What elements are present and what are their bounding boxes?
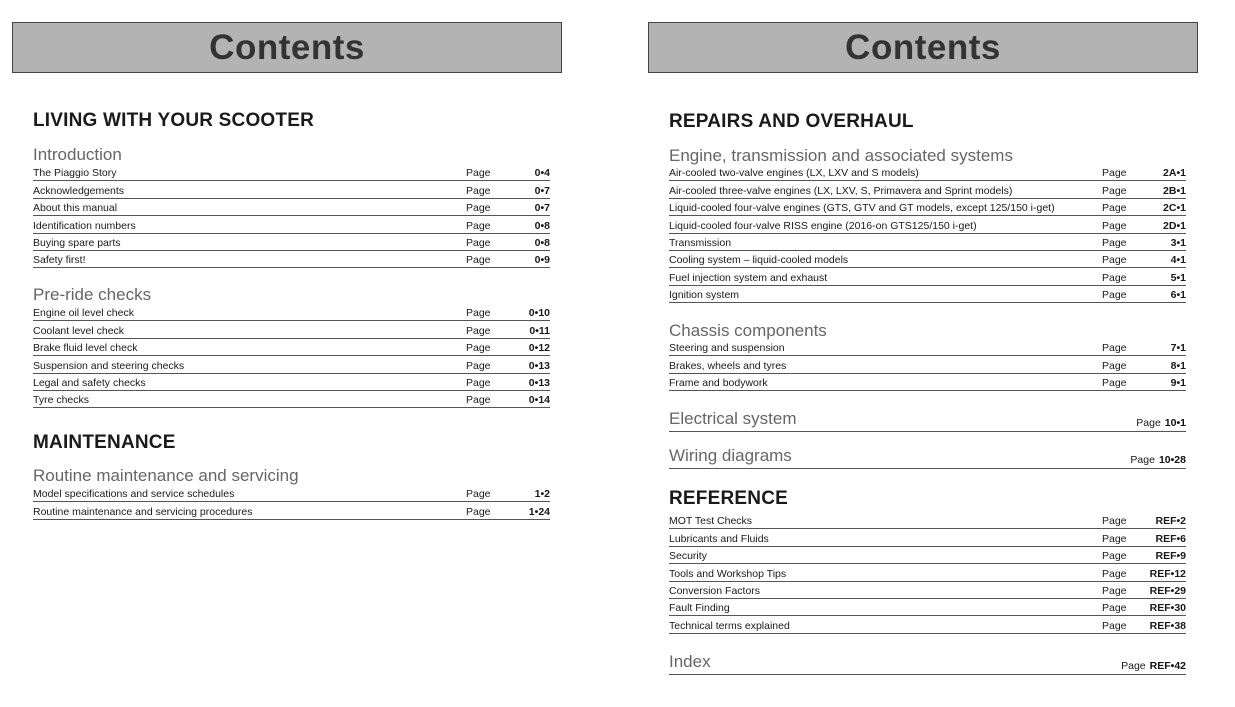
- toc-row[interactable]: [669, 339, 1186, 356]
- toc-row[interactable]: [669, 234, 1186, 251]
- toc-row[interactable]: [669, 374, 1186, 391]
- toc-page-number: 0•14: [528, 394, 550, 407]
- toc-entry-title: Air-cooled three-valve engines (LX, LXV, S, Primavera and Sprint models): [669, 184, 1013, 197]
- toc-page-word: Page: [1102, 359, 1127, 372]
- toc-page-number: 2C•1: [1163, 202, 1186, 215]
- toc-entry-title: Engine oil level check: [33, 307, 134, 320]
- toc-page-word: Page: [1102, 289, 1127, 302]
- toc-page-number: 10•1: [1164, 417, 1186, 429]
- toc-page-number: 0•13: [528, 376, 550, 389]
- toc-page-number: REF•42: [1149, 660, 1186, 672]
- toc-page-word: Page: [466, 202, 491, 215]
- toc-row[interactable]: [669, 268, 1186, 285]
- group-heading-engine: Engine, transmission and associated systems: [669, 146, 1013, 165]
- toc-page-word: Page: [466, 488, 491, 501]
- toc-entry-title: Identification numbers: [33, 219, 136, 232]
- toc-page-word: Page: [1102, 254, 1127, 267]
- toc-row[interactable]: [33, 251, 550, 268]
- toc-page-word: Page: [466, 254, 491, 267]
- toc-entry-title: Lubricants and Fluids: [669, 532, 769, 545]
- toc-row[interactable]: [669, 181, 1186, 198]
- toc-page-word: Page: [1102, 532, 1127, 545]
- toc-row[interactable]: [33, 216, 550, 233]
- toc-row[interactable]: [33, 502, 550, 519]
- toc-row[interactable]: [669, 164, 1186, 181]
- toc-page-word: Page: [1102, 167, 1127, 180]
- toc-row[interactable]: [669, 529, 1186, 546]
- part-heading-reference: REFERENCE: [669, 488, 788, 509]
- toc-page-word: Page: [1102, 271, 1127, 284]
- toc-row[interactable]: [33, 304, 550, 321]
- toc-page-number: 4•1: [1170, 254, 1186, 267]
- toc-page-number: 1•24: [528, 505, 550, 518]
- toc-page-number: 0•8: [534, 236, 550, 249]
- toc-page-number: 0•7: [534, 184, 550, 197]
- toc-page-word: Page: [1102, 342, 1127, 355]
- toc-page-word: Page: [1102, 602, 1127, 615]
- toc-page-word: Page: [466, 376, 491, 389]
- toc-page-word: Page: [1102, 219, 1127, 232]
- toc-page-word: Page: [1102, 550, 1127, 563]
- toc-page-number: 2B•1: [1163, 184, 1186, 197]
- toc-entry-title: Wiring diagrams: [669, 446, 792, 465]
- toc-row[interactable]: [669, 599, 1186, 616]
- toc-row[interactable]: [33, 164, 550, 181]
- right-page: [648, 0, 1208, 707]
- toc-list-chassis: [669, 339, 1186, 391]
- toc-entry-title: Routine maintenance and servicing procedures: [33, 505, 253, 518]
- toc-row[interactable]: [669, 564, 1186, 581]
- toc-entry-title: Suspension and steering checks: [33, 359, 185, 372]
- banner-title: Contents: [845, 27, 1001, 67]
- toc-page-number: 8•1: [1170, 359, 1186, 372]
- toc-page-word: Page: [1136, 417, 1161, 429]
- toc-page-number: 0•11: [529, 324, 550, 337]
- toc-entry-title: Air-cooled two-valve engines (LX, LXV and S models): [669, 167, 919, 180]
- toc-entry-title: Index: [669, 652, 711, 671]
- toc-row[interactable]: [33, 374, 550, 391]
- toc-entry-title: Liquid-cooled four-valve RISS engine (2016-on GTS125/150 i-get): [669, 219, 977, 232]
- toc-page-number: 10•28: [1158, 454, 1186, 466]
- toc-page-number: REF•30: [1149, 602, 1186, 615]
- toc-row-index[interactable]: [669, 651, 1186, 675]
- toc-row[interactable]: [669, 582, 1186, 599]
- toc-entry-title: Tools and Workshop Tips: [669, 567, 787, 580]
- toc-page-number: REF•12: [1149, 567, 1186, 580]
- toc-entry-title: Brake fluid level check: [33, 342, 138, 355]
- toc-page-word: Page: [466, 359, 491, 372]
- toc-page-word: Page: [466, 307, 491, 320]
- toc-page-word: Page: [466, 236, 491, 249]
- toc-entry-title: Brakes, wheels and tyres: [669, 359, 787, 372]
- toc-entry-title: Electrical system: [669, 409, 797, 428]
- toc-page-number: 2A•1: [1163, 167, 1186, 180]
- toc-page-word: Page: [466, 184, 491, 197]
- toc-entry-title: Security: [669, 550, 707, 563]
- group-heading-preride: Pre-ride checks: [33, 285, 152, 304]
- toc-page-word: Page: [466, 342, 491, 355]
- toc-entry-title: Fault Finding: [669, 602, 730, 615]
- toc-page-word: Page: [466, 505, 491, 518]
- toc-page-number: 0•12: [528, 342, 550, 355]
- toc-entry-title: Steering and suspension: [669, 342, 785, 355]
- toc-page-word: Page: [1102, 184, 1127, 197]
- toc-row[interactable]: [33, 391, 550, 408]
- toc-row[interactable]: [669, 512, 1186, 529]
- toc-row[interactable]: [669, 356, 1186, 373]
- toc-entry-title: Tyre checks: [33, 394, 90, 407]
- toc-row[interactable]: [33, 339, 550, 356]
- toc-page-number: 6•1: [1170, 289, 1186, 302]
- toc-list-reference: [669, 512, 1186, 634]
- toc-entry-title: Model specifications and service schedules: [33, 488, 235, 501]
- toc-list-engine: [669, 164, 1186, 303]
- toc-row-wiring[interactable]: [669, 445, 1186, 469]
- toc-entry-title: Coolant level check: [33, 324, 125, 337]
- toc-page-word: Page: [1102, 584, 1127, 597]
- toc-page-number: 3•1: [1170, 236, 1186, 249]
- toc-entry-title: Safety first!: [33, 254, 86, 267]
- toc-entry-title: Ignition system: [669, 289, 740, 302]
- toc-page-word: Page: [1130, 454, 1155, 466]
- toc-row[interactable]: [669, 251, 1186, 268]
- group-heading-routine: Routine maintenance and servicing: [33, 466, 299, 485]
- toc-row[interactable]: [33, 199, 550, 216]
- toc-page-number: REF•2: [1155, 515, 1186, 528]
- toc-entry-title: Fuel injection system and exhaust: [669, 271, 828, 284]
- toc-page-number: 0•8: [534, 219, 550, 232]
- part-heading-maintenance: MAINTENANCE: [33, 432, 176, 453]
- toc-page-number: 2D•1: [1163, 219, 1186, 232]
- banner-title: Contents: [209, 27, 365, 67]
- toc-row[interactable]: [33, 356, 550, 373]
- toc-page-number: REF•38: [1149, 619, 1186, 632]
- toc-page-number: 1•2: [534, 488, 550, 501]
- toc-row[interactable]: [669, 216, 1186, 233]
- toc-list-introduction: [33, 164, 550, 268]
- toc-row[interactable]: [33, 181, 550, 198]
- part-heading-living: LIVING WITH YOUR SCOOTER: [33, 110, 315, 131]
- toc-page-word: Page: [466, 324, 491, 337]
- toc-row[interactable]: [669, 199, 1186, 216]
- toc-entry-title: Liquid-cooled four-valve engines (GTS, GTV and GT models, except 125/150 i-get): [669, 202, 1055, 215]
- toc-page-word: Page: [1102, 377, 1127, 390]
- toc-entry-title: Frame and bodywork: [669, 377, 768, 390]
- toc-list-routine: [33, 485, 550, 520]
- toc-page-word: Page: [1102, 202, 1127, 215]
- toc-page-number: 0•10: [528, 307, 550, 320]
- group-heading-chassis: Chassis components: [669, 321, 827, 340]
- toc-entry-title: Transmission: [669, 236, 732, 249]
- toc-page-number: 5•1: [1170, 271, 1186, 284]
- left-page: [12, 0, 572, 707]
- toc-page-number: 9•1: [1170, 377, 1186, 390]
- toc-page-word: Page: [466, 167, 491, 180]
- toc-page-word: Page: [466, 219, 491, 232]
- toc-page-word: Page: [1121, 660, 1146, 672]
- toc-entry-title: Buying spare parts: [33, 236, 121, 249]
- toc-page-word: Page: [1102, 236, 1127, 249]
- toc-page-number: 0•9: [534, 254, 550, 267]
- toc-page-number: REF•9: [1155, 550, 1186, 563]
- toc-list-preride: [33, 304, 550, 408]
- toc-page-number: 7•1: [1170, 342, 1186, 355]
- toc-entry-title: About this manual: [33, 202, 118, 215]
- toc-row[interactable]: [33, 485, 550, 502]
- group-heading-introduction: Introduction: [33, 145, 122, 164]
- toc-row-electrical[interactable]: [669, 408, 1186, 432]
- toc-entry-title: Legal and safety checks: [33, 376, 146, 389]
- toc-page-number: REF•6: [1155, 532, 1186, 545]
- toc-page-word: Page: [1102, 567, 1127, 580]
- toc-entry-title: MOT Test Checks: [669, 515, 753, 528]
- toc-entry-title: Acknowledgements: [33, 184, 125, 197]
- toc-row[interactable]: [33, 234, 550, 251]
- toc-page-word: Page: [1102, 619, 1127, 632]
- part-heading-repairs: REPAIRS AND OVERHAUL: [669, 111, 914, 132]
- toc-row[interactable]: [669, 547, 1186, 564]
- toc-page-number: 0•4: [534, 167, 550, 180]
- contents-banner: [648, 22, 1198, 73]
- toc-row[interactable]: [669, 286, 1186, 303]
- toc-entry-title: Technical terms explained: [669, 619, 790, 632]
- toc-entry-title: The Piaggio Story: [33, 167, 117, 180]
- toc-page-word: Page: [1102, 515, 1127, 528]
- toc-entry-title: Cooling system – liquid-cooled models: [669, 254, 849, 267]
- toc-entry-title: Conversion Factors: [669, 584, 761, 597]
- toc-page-number: 0•7: [534, 202, 550, 215]
- toc-row[interactable]: [669, 616, 1186, 633]
- toc-page-word: Page: [466, 394, 491, 407]
- contents-banner: [12, 22, 562, 73]
- toc-page-number: 0•13: [528, 359, 550, 372]
- toc-row[interactable]: [33, 321, 550, 338]
- toc-page-number: REF•29: [1149, 584, 1186, 597]
